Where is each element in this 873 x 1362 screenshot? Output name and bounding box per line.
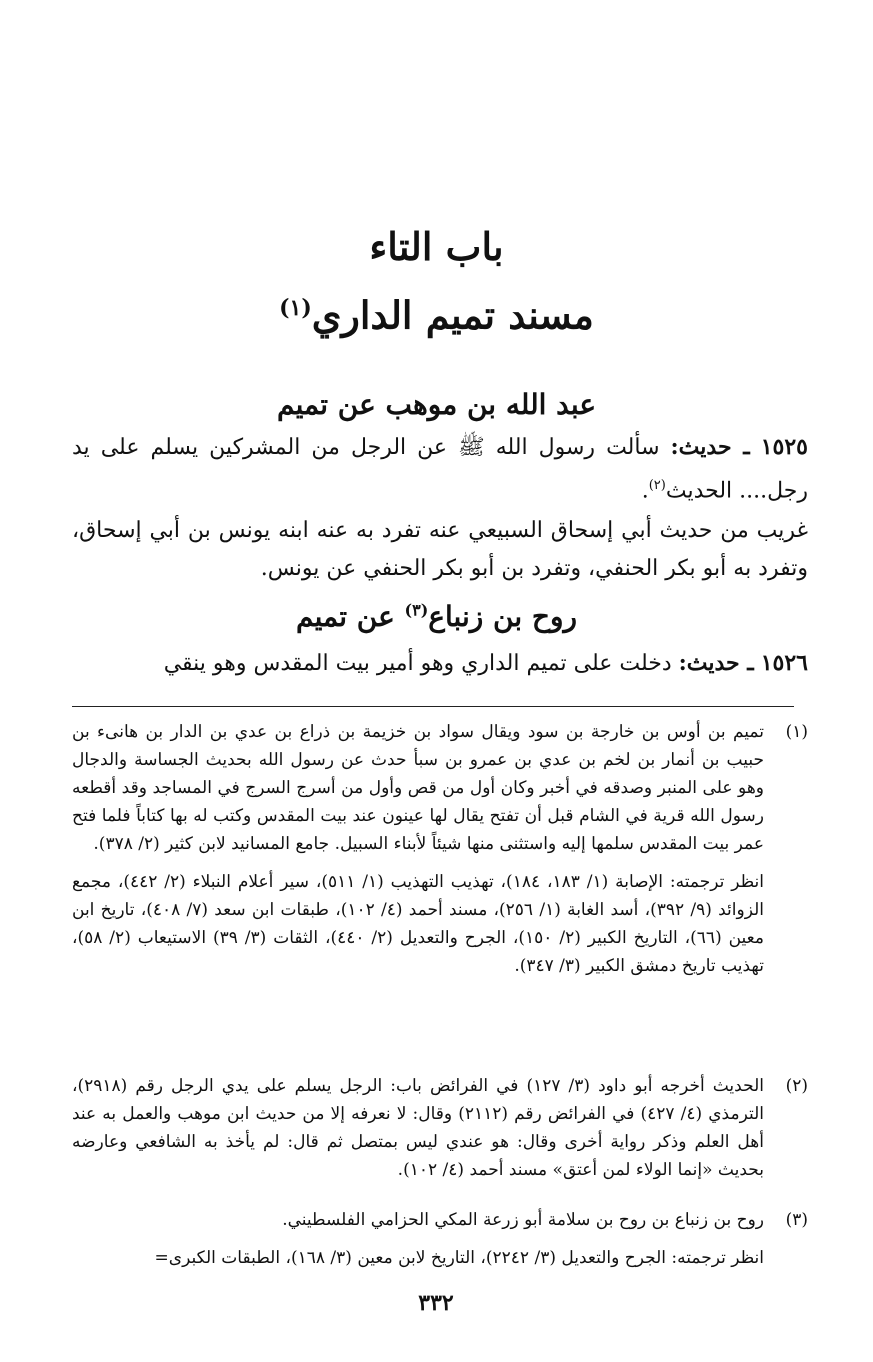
hadith-number: ١٥٢٥	[760, 434, 808, 460]
section-heading-name: روح بن زنباع	[428, 600, 578, 633]
footnote-paragraph: الحديث أخرجه أبو داود (٣/ ١٢٧) في الفرائض باب: الرجل يسلم على يدي الرجل رقم (٢٩١٨)، الترمذي (٤/ ٤٢٧) في الفرائض رقم (٢١١٢) وقال: لا نعرفه إلا من حديث ابن موهب والعمل به عند أهل العلم وذكر رواية أخرى وقال: هو عندي ليس بمتصل ثم قال: لم يأخذ به الشافعي وعارضه بحديث «إنما الولاء لمن أعتق» مسند أحمد (٤/ ١٠٢).	[72, 1076, 764, 1180]
hadith-label: ـ حديث:	[670, 434, 750, 460]
section-heading-suffix: عن تميم	[295, 600, 405, 633]
hadith-text: سألت رسول الله ﷺ عن الرجل من المشركين يسلم على يد رجل.... الحديث	[72, 435, 808, 504]
footnote-ref-2: (٢)	[648, 478, 666, 493]
footnote-3	[72, 1206, 808, 1272]
hadith-number: ١٥٢٦	[760, 650, 808, 676]
hadith-1526	[72, 644, 808, 683]
chapter-title: باب التاء	[369, 224, 504, 269]
footnote-number: (٢)	[785, 1076, 808, 1096]
musnad-title-text: مسند تميم الداري	[311, 292, 594, 338]
footnote-body	[72, 1206, 764, 1272]
footnote-2	[72, 1072, 808, 1184]
footnote-body	[72, 1072, 764, 1184]
footnote-1	[72, 718, 808, 980]
page-number: ٣٣٢	[418, 1290, 454, 1316]
footnote-paragraph: انظر ترجمته: الإصابة (١/ ١٨٣، ١٨٤)، تهذيب التهذيب (١/ ٥١١)، سير أعلام النبلاء (٢/ ٤٤٢)، مجمع الزوائد (٩/ ٣٩٢)، أسد الغابة (١/ ٢٥٦)، مسند أحمد (٤/ ١٠٢)، طبقات ابن سعد (٧/ ٤٠٨)، تاريخ ابن معين (٦٦)، التاريخ الكبير (٢/ ١٥٠)، الجرح والتعديل (٢/ ٤٤٠)، الثقات (٣/ ٣٩) الاستيعاب (٢/ ٥٨)، تهذيب تاريخ دمشق الكبير (٣/ ٣٤٧).	[72, 872, 764, 976]
hadith-text: دخلت على تميم الداري وهو أمير بيت المقدس وهو ينقي	[163, 651, 679, 676]
section-heading-rawh	[150, 600, 723, 633]
section-heading-abdullah: عبد الله بن موهب عن تميم	[276, 388, 597, 421]
hadith-1525: ١٥٢٥ ـ حديث: سألت رسول الله ﷺ عن الرجل من المشركين يسلم على يد رجل.... الحديث$^{(٢)}$.	[72, 434, 808, 504]
footnote-paragraph: تميم بن أوس بن خارجة بن سود ويقال سواد بن خزيمة بن ذراع بن عدي بن الدار بن هانىء بن حبيب بن أنمار بن لخم بن عدي بن عمرو بن سبأ حدث عن رسول الله بحديث الجساسة والدجال وهو على المنبر وصدقه في أخبر وكان أول من قص وأول من أسرج السرج في المساجد وقد أقطعه رسول الله قرية في الشام قبل أن تفتح يقال لها عينون عند بيت المقدس وكتب له بها كتاباً فلما فتح عمر بيت المقدس سلمها إليه واستثنى منها شيئاً لأبناء السبيل. جامع المسانيد لابن كثير (٢/ ٣٧٨).	[72, 722, 764, 854]
footnote-body	[72, 718, 764, 980]
musnad-title	[200, 282, 673, 342]
footnote-ref-1: (١)	[279, 295, 312, 321]
hadith-label: ـ حديث:	[678, 650, 754, 676]
footnote-paragraph: روح بن زنباع بن روح بن سلامة أبو زرعة المكي الحزامي الفلسطيني.	[282, 1210, 764, 1230]
footnote-paragraph: انظر ترجمته: الجرح والتعديل (٣/ ٢٢٤٢)، التاريخ لابن معين (٣/ ١٦٨)، الطبقات الكبرى=	[154, 1248, 764, 1268]
footnote-number: (١)	[785, 722, 808, 742]
hadith-commentary: غريب من حديث أبي إسحاق السبيعي عنه تفرد به عنه ابنه يونس بن أبي إسحاق، وتفرد به أبو بكر الحنفي، وتفرد بن أبو بكر الحنفي عن يونس.	[72, 518, 808, 581]
footnote-separator	[72, 706, 794, 707]
footnote-ref-3: (٣)	[404, 600, 429, 620]
footnote-number: (٣)	[785, 1210, 808, 1230]
